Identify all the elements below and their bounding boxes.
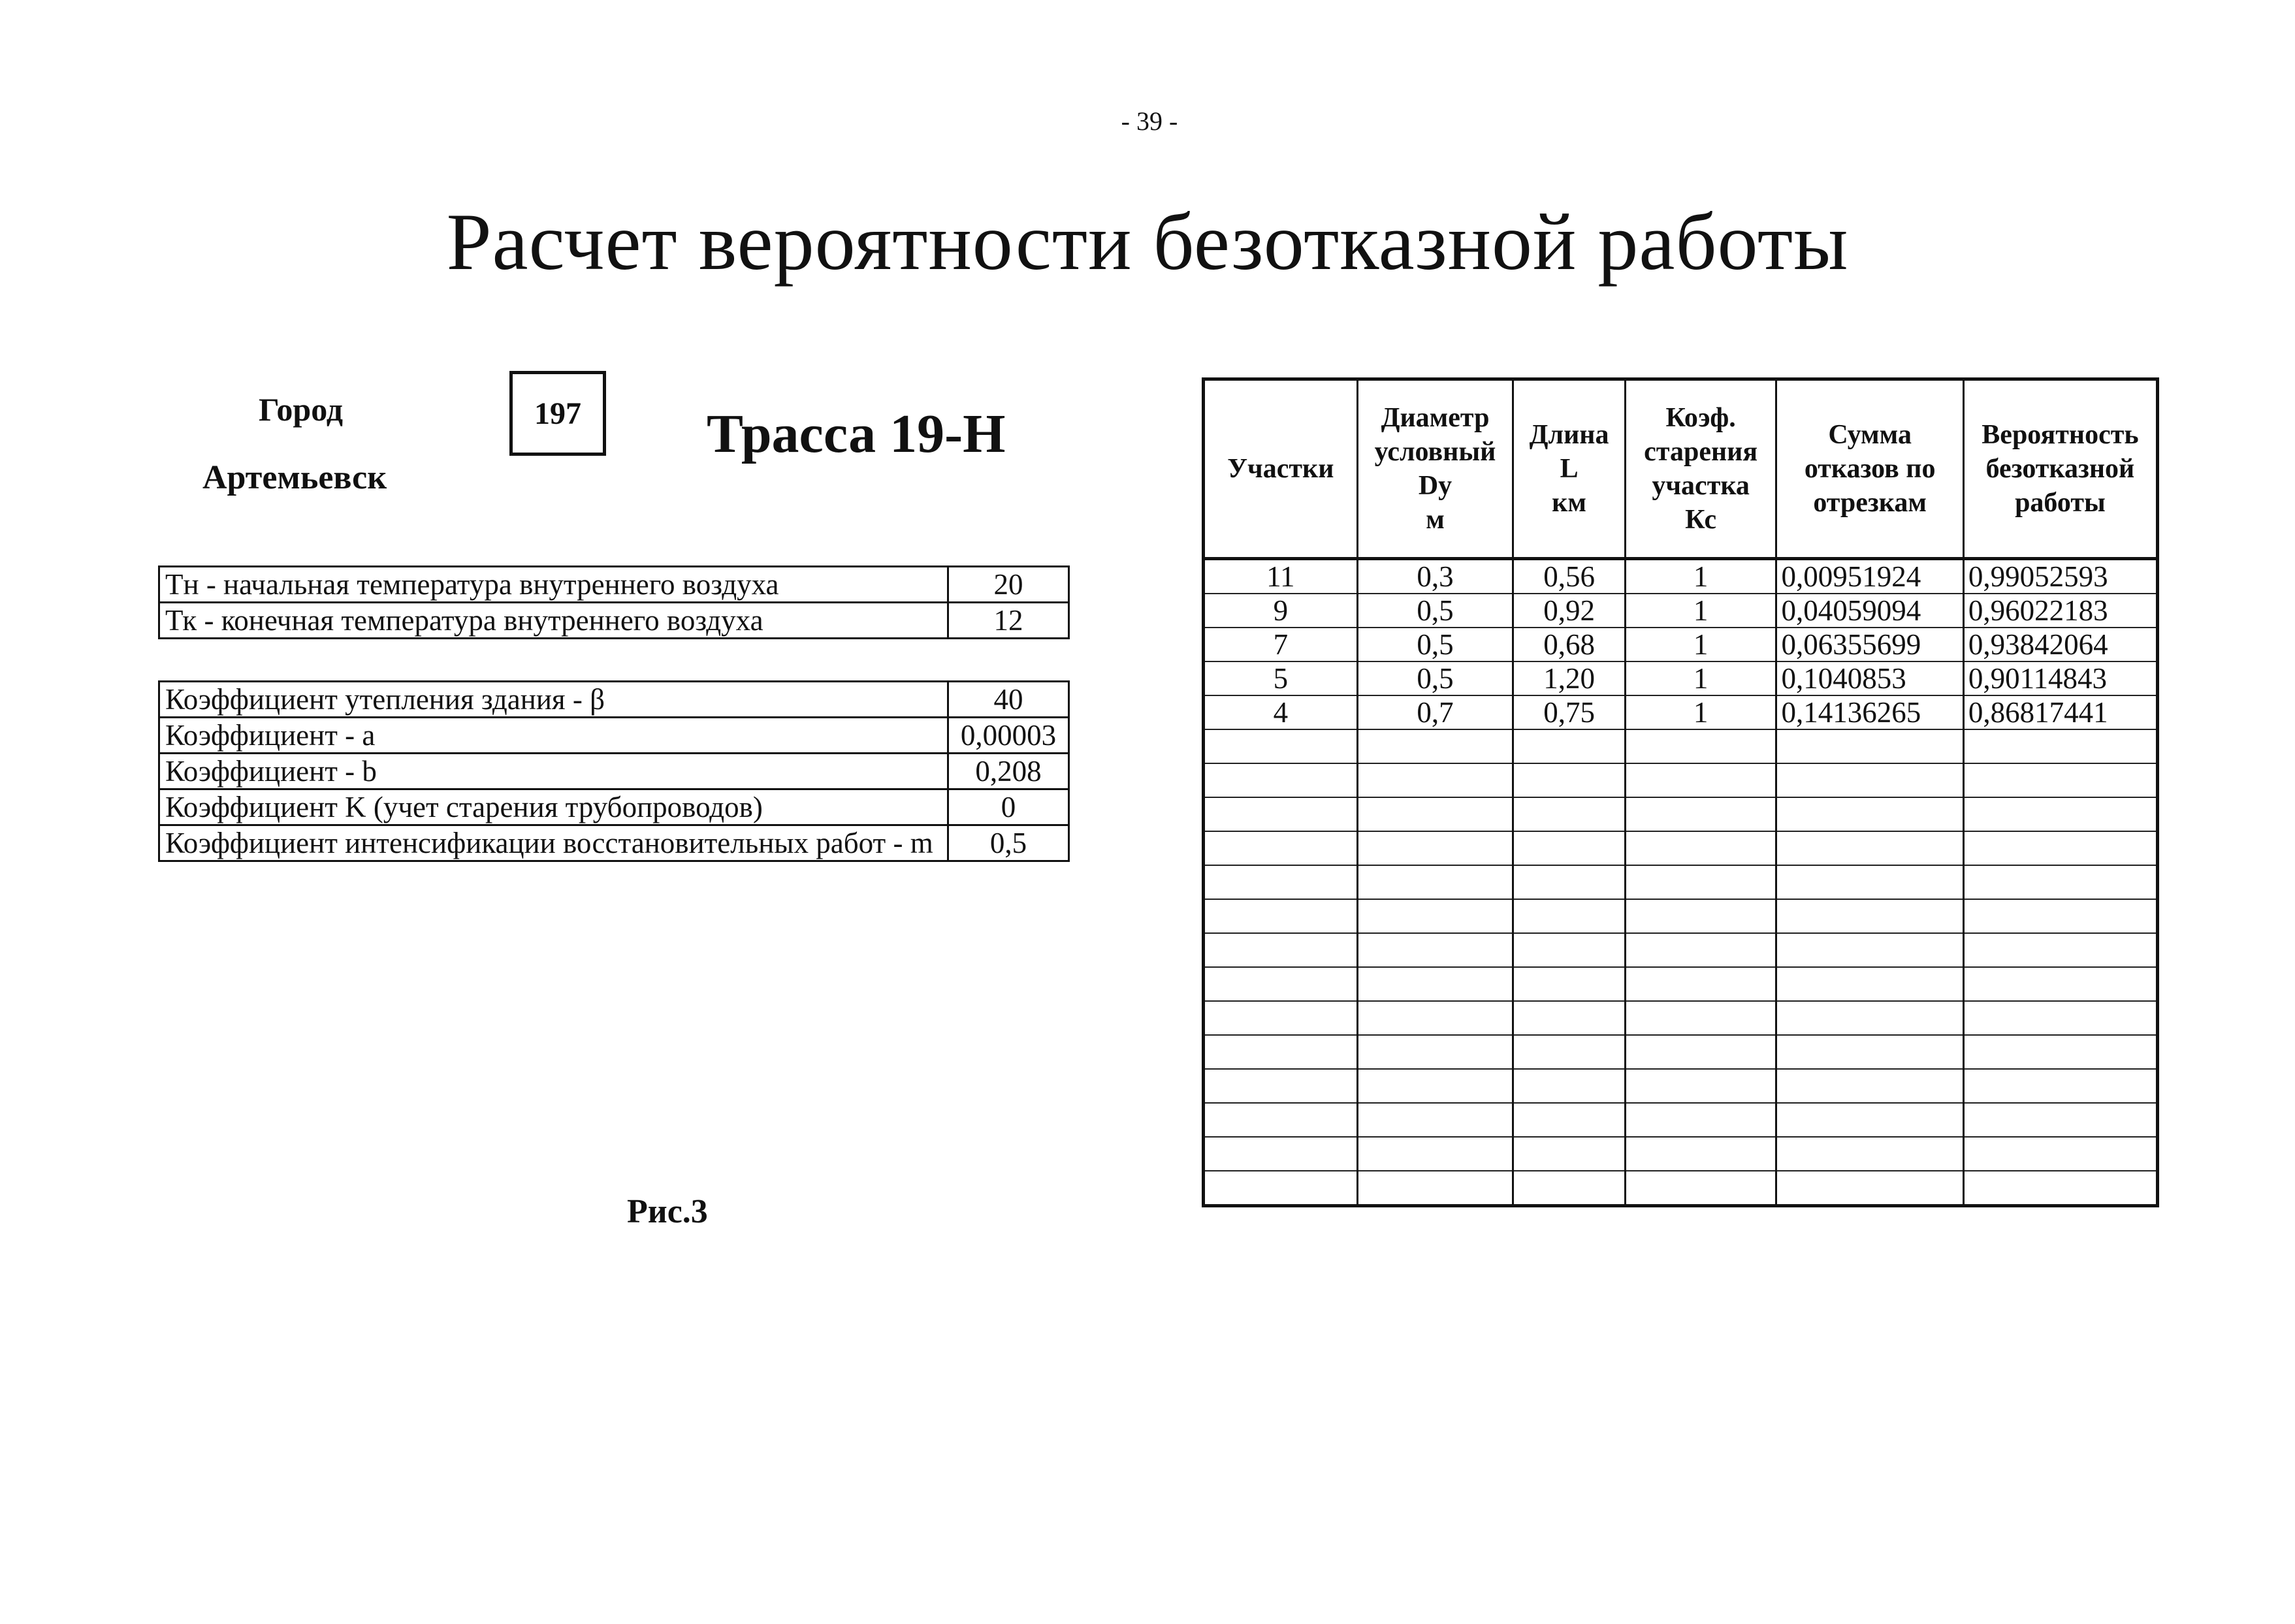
- column-header-line: безотказной: [1985, 454, 2135, 484]
- table-cell: 1: [1625, 695, 1776, 729]
- empty-cell: [1357, 1171, 1513, 1206]
- table-cell: 0,1040853: [1776, 661, 1963, 695]
- empty-cell: [1776, 1001, 1963, 1035]
- empty-cell: [1204, 831, 1358, 865]
- column-header-line: Кс: [1685, 505, 1717, 535]
- page-number: - 39 -: [1121, 106, 1178, 136]
- page-title: Расчет вероятности безотказной работы: [446, 197, 1849, 287]
- table-cell: 0,3: [1357, 559, 1513, 594]
- table-cell: 0,68: [1513, 628, 1625, 661]
- column-header: [1776, 379, 1963, 559]
- empty-cell: [1776, 865, 1963, 899]
- empty-cell: [1776, 1103, 1963, 1137]
- param-value: 0: [948, 789, 1069, 825]
- empty-cell: [1513, 865, 1625, 899]
- empty-cell: [1513, 1171, 1625, 1206]
- empty-cell: [1357, 763, 1513, 797]
- coefficients-table: [158, 680, 1070, 862]
- column-header-line: Dу: [1418, 471, 1452, 501]
- table-cell: 0,00951924: [1776, 559, 1963, 594]
- column-header-line: Вероятность: [1982, 420, 2139, 450]
- empty-cell: [1625, 865, 1776, 899]
- column-header-line: Длина: [1529, 420, 1609, 450]
- empty-cell: [1776, 967, 1963, 1001]
- table-cell: 0,7: [1357, 695, 1513, 729]
- param-value: 20: [948, 567, 1069, 603]
- table-cell: 11: [1204, 559, 1358, 594]
- empty-cell: [1963, 967, 2157, 1001]
- table-cell: 0,92: [1513, 594, 1625, 628]
- empty-cell: [1625, 1171, 1776, 1206]
- empty-cell: [1625, 967, 1776, 1001]
- table-row: [1204, 695, 2158, 729]
- column-header: [1513, 379, 1625, 559]
- column-header-line: отрезкам: [1813, 488, 1927, 518]
- table-cell: 0,5: [1357, 661, 1513, 695]
- table-cell: 0,90114843: [1963, 661, 2157, 695]
- empty-row: [1204, 967, 2158, 1001]
- column-header: [1357, 379, 1513, 559]
- param-value: 0,208: [948, 754, 1069, 789]
- param-value: 40: [948, 682, 1069, 718]
- column-header: [1625, 379, 1776, 559]
- figure-label: Рис.3: [627, 1193, 708, 1230]
- empty-cell: [1776, 1035, 1963, 1069]
- column-header-line: отказов по: [1804, 454, 1936, 484]
- empty-cell: [1204, 1137, 1358, 1171]
- table-cell: 1: [1625, 628, 1776, 661]
- column-header: [1204, 379, 1358, 559]
- table-row: [1204, 661, 2158, 695]
- empty-cell: [1963, 763, 2157, 797]
- table-cell: 0,14136265: [1776, 695, 1963, 729]
- table-cell: 0,06355699: [1776, 628, 1963, 661]
- empty-cell: [1357, 1035, 1513, 1069]
- empty-row: [1204, 1001, 2158, 1035]
- column-header-line: условный: [1374, 437, 1496, 467]
- empty-cell: [1963, 933, 2157, 967]
- empty-cell: [1357, 899, 1513, 933]
- empty-cell: [1776, 729, 1963, 763]
- param-label: Коэффициент - b: [159, 754, 948, 789]
- empty-cell: [1204, 967, 1358, 1001]
- table-row: [1204, 559, 2158, 594]
- empty-cell: [1513, 899, 1625, 933]
- empty-cell: [1204, 729, 1358, 763]
- table-cell: 0,86817441: [1963, 695, 2157, 729]
- city-code-box: 197: [509, 371, 606, 456]
- param-row: [159, 682, 1069, 718]
- empty-cell: [1625, 933, 1776, 967]
- param-value: 12: [948, 603, 1069, 639]
- empty-cell: [1963, 1171, 2157, 1206]
- empty-cell: [1204, 933, 1358, 967]
- empty-cell: [1513, 1137, 1625, 1171]
- table-cell: 0,75: [1513, 695, 1625, 729]
- empty-row: [1204, 1035, 2158, 1069]
- empty-cell: [1204, 763, 1358, 797]
- empty-row: [1204, 1137, 2158, 1171]
- empty-cell: [1963, 797, 2157, 831]
- empty-cell: [1776, 899, 1963, 933]
- column-header-line: Сумма: [1828, 420, 1912, 450]
- empty-cell: [1204, 1001, 1358, 1035]
- empty-cell: [1357, 729, 1513, 763]
- param-label: Коэффициент - а: [159, 718, 948, 754]
- empty-cell: [1625, 1035, 1776, 1069]
- empty-cell: [1776, 797, 1963, 831]
- column-header-line: старения: [1644, 437, 1758, 467]
- empty-cell: [1963, 729, 2157, 763]
- empty-cell: [1776, 831, 1963, 865]
- empty-cell: [1357, 967, 1513, 1001]
- empty-cell: [1625, 763, 1776, 797]
- empty-cell: [1513, 1103, 1625, 1137]
- empty-cell: [1513, 797, 1625, 831]
- empty-cell: [1357, 831, 1513, 865]
- table-cell: 1: [1625, 594, 1776, 628]
- table-cell: 0,5: [1357, 628, 1513, 661]
- table-cell: 0,93842064: [1963, 628, 2157, 661]
- param-label: Тн - начальная температура внутреннего воздуха: [159, 567, 948, 603]
- reliability-table: [1202, 377, 2159, 1207]
- empty-cell: [1513, 933, 1625, 967]
- empty-cell: [1357, 1137, 1513, 1171]
- empty-cell: [1357, 865, 1513, 899]
- empty-cell: [1513, 967, 1625, 1001]
- empty-cell: [1204, 1171, 1358, 1206]
- param-row: [159, 754, 1069, 789]
- table-cell: 0,56: [1513, 559, 1625, 594]
- table-cell: 5: [1204, 661, 1358, 695]
- empty-cell: [1963, 1103, 2157, 1137]
- table-cell: 4: [1204, 695, 1358, 729]
- empty-cell: [1204, 865, 1358, 899]
- empty-cell: [1357, 933, 1513, 967]
- empty-cell: [1625, 1103, 1776, 1137]
- empty-cell: [1963, 899, 2157, 933]
- empty-row: [1204, 1171, 2158, 1206]
- empty-cell: [1204, 1069, 1358, 1103]
- empty-row: [1204, 1103, 2158, 1137]
- empty-row: [1204, 831, 2158, 865]
- city-label: Город: [259, 391, 344, 428]
- param-row: [159, 825, 1069, 861]
- empty-cell: [1963, 865, 2157, 899]
- param-label: Тк - конечная температура внутреннего воздуха: [159, 603, 948, 639]
- empty-cell: [1625, 1001, 1776, 1035]
- param-row: [159, 718, 1069, 754]
- table-cell: 0,04059094: [1776, 594, 1963, 628]
- empty-cell: [1625, 899, 1776, 933]
- empty-cell: [1204, 899, 1358, 933]
- table-cell: 0,99052593: [1963, 559, 2157, 594]
- empty-cell: [1513, 1035, 1625, 1069]
- empty-cell: [1776, 1171, 1963, 1206]
- empty-cell: [1776, 1069, 1963, 1103]
- empty-row: [1204, 729, 2158, 763]
- column-header-line: Участки: [1227, 454, 1334, 484]
- empty-cell: [1625, 1137, 1776, 1171]
- empty-cell: [1357, 1103, 1513, 1137]
- empty-row: [1204, 1069, 2158, 1103]
- table-cell: 7: [1204, 628, 1358, 661]
- empty-cell: [1513, 1001, 1625, 1035]
- table-cell: 0,5: [1357, 594, 1513, 628]
- empty-cell: [1625, 729, 1776, 763]
- table-row: [1204, 628, 2158, 661]
- temperature-params-table: [158, 565, 1070, 639]
- empty-cell: [1963, 1137, 2157, 1171]
- param-value: 0,5: [948, 825, 1069, 861]
- empty-cell: [1776, 763, 1963, 797]
- empty-row: [1204, 763, 2158, 797]
- column-header-line: работы: [2015, 488, 2106, 518]
- column-header-line: Коэф.: [1665, 403, 1736, 433]
- empty-cell: [1963, 1001, 2157, 1035]
- empty-cell: [1963, 1035, 2157, 1069]
- empty-cell: [1357, 797, 1513, 831]
- empty-cell: [1513, 831, 1625, 865]
- column-header-line: L: [1560, 454, 1579, 484]
- empty-cell: [1776, 1137, 1963, 1171]
- column-header: [1963, 379, 2157, 559]
- empty-cell: [1204, 797, 1358, 831]
- param-row: [159, 603, 1069, 639]
- param-label: Коэффициент интенсификации восстановительных работ - m: [159, 825, 948, 861]
- param-row: [159, 789, 1069, 825]
- column-header-line: м: [1426, 505, 1445, 535]
- empty-row: [1204, 933, 2158, 967]
- empty-cell: [1204, 1035, 1358, 1069]
- empty-cell: [1963, 831, 2157, 865]
- empty-row: [1204, 899, 2158, 933]
- table-cell: 1,20: [1513, 661, 1625, 695]
- table-cell: 0,96022183: [1963, 594, 2157, 628]
- param-label: Коэффициент K (учет старения трубопроводов): [159, 789, 948, 825]
- param-value: 0,00003: [948, 718, 1069, 754]
- column-header-line: участка: [1652, 471, 1750, 501]
- table-row: [1204, 594, 2158, 628]
- empty-cell: [1625, 831, 1776, 865]
- empty-cell: [1963, 1069, 2157, 1103]
- empty-row: [1204, 797, 2158, 831]
- empty-cell: [1513, 729, 1625, 763]
- table-cell: 1: [1625, 559, 1776, 594]
- empty-cell: [1204, 1103, 1358, 1137]
- empty-cell: [1776, 933, 1963, 967]
- empty-cell: [1513, 1069, 1625, 1103]
- table-cell: 1: [1625, 661, 1776, 695]
- column-header-line: Диаметр: [1381, 403, 1490, 433]
- column-header-line: км: [1552, 488, 1586, 518]
- empty-cell: [1513, 763, 1625, 797]
- empty-cell: [1625, 1069, 1776, 1103]
- param-label: Коэффициент утепления здания - β: [159, 682, 948, 718]
- city-name: Артемьевск: [202, 459, 387, 496]
- empty-cell: [1357, 1001, 1513, 1035]
- empty-row: [1204, 865, 2158, 899]
- table-cell: 9: [1204, 594, 1358, 628]
- empty-cell: [1625, 797, 1776, 831]
- empty-cell: [1357, 1069, 1513, 1103]
- route-title: Трасса 19-Н: [707, 404, 1006, 464]
- param-row: [159, 567, 1069, 603]
